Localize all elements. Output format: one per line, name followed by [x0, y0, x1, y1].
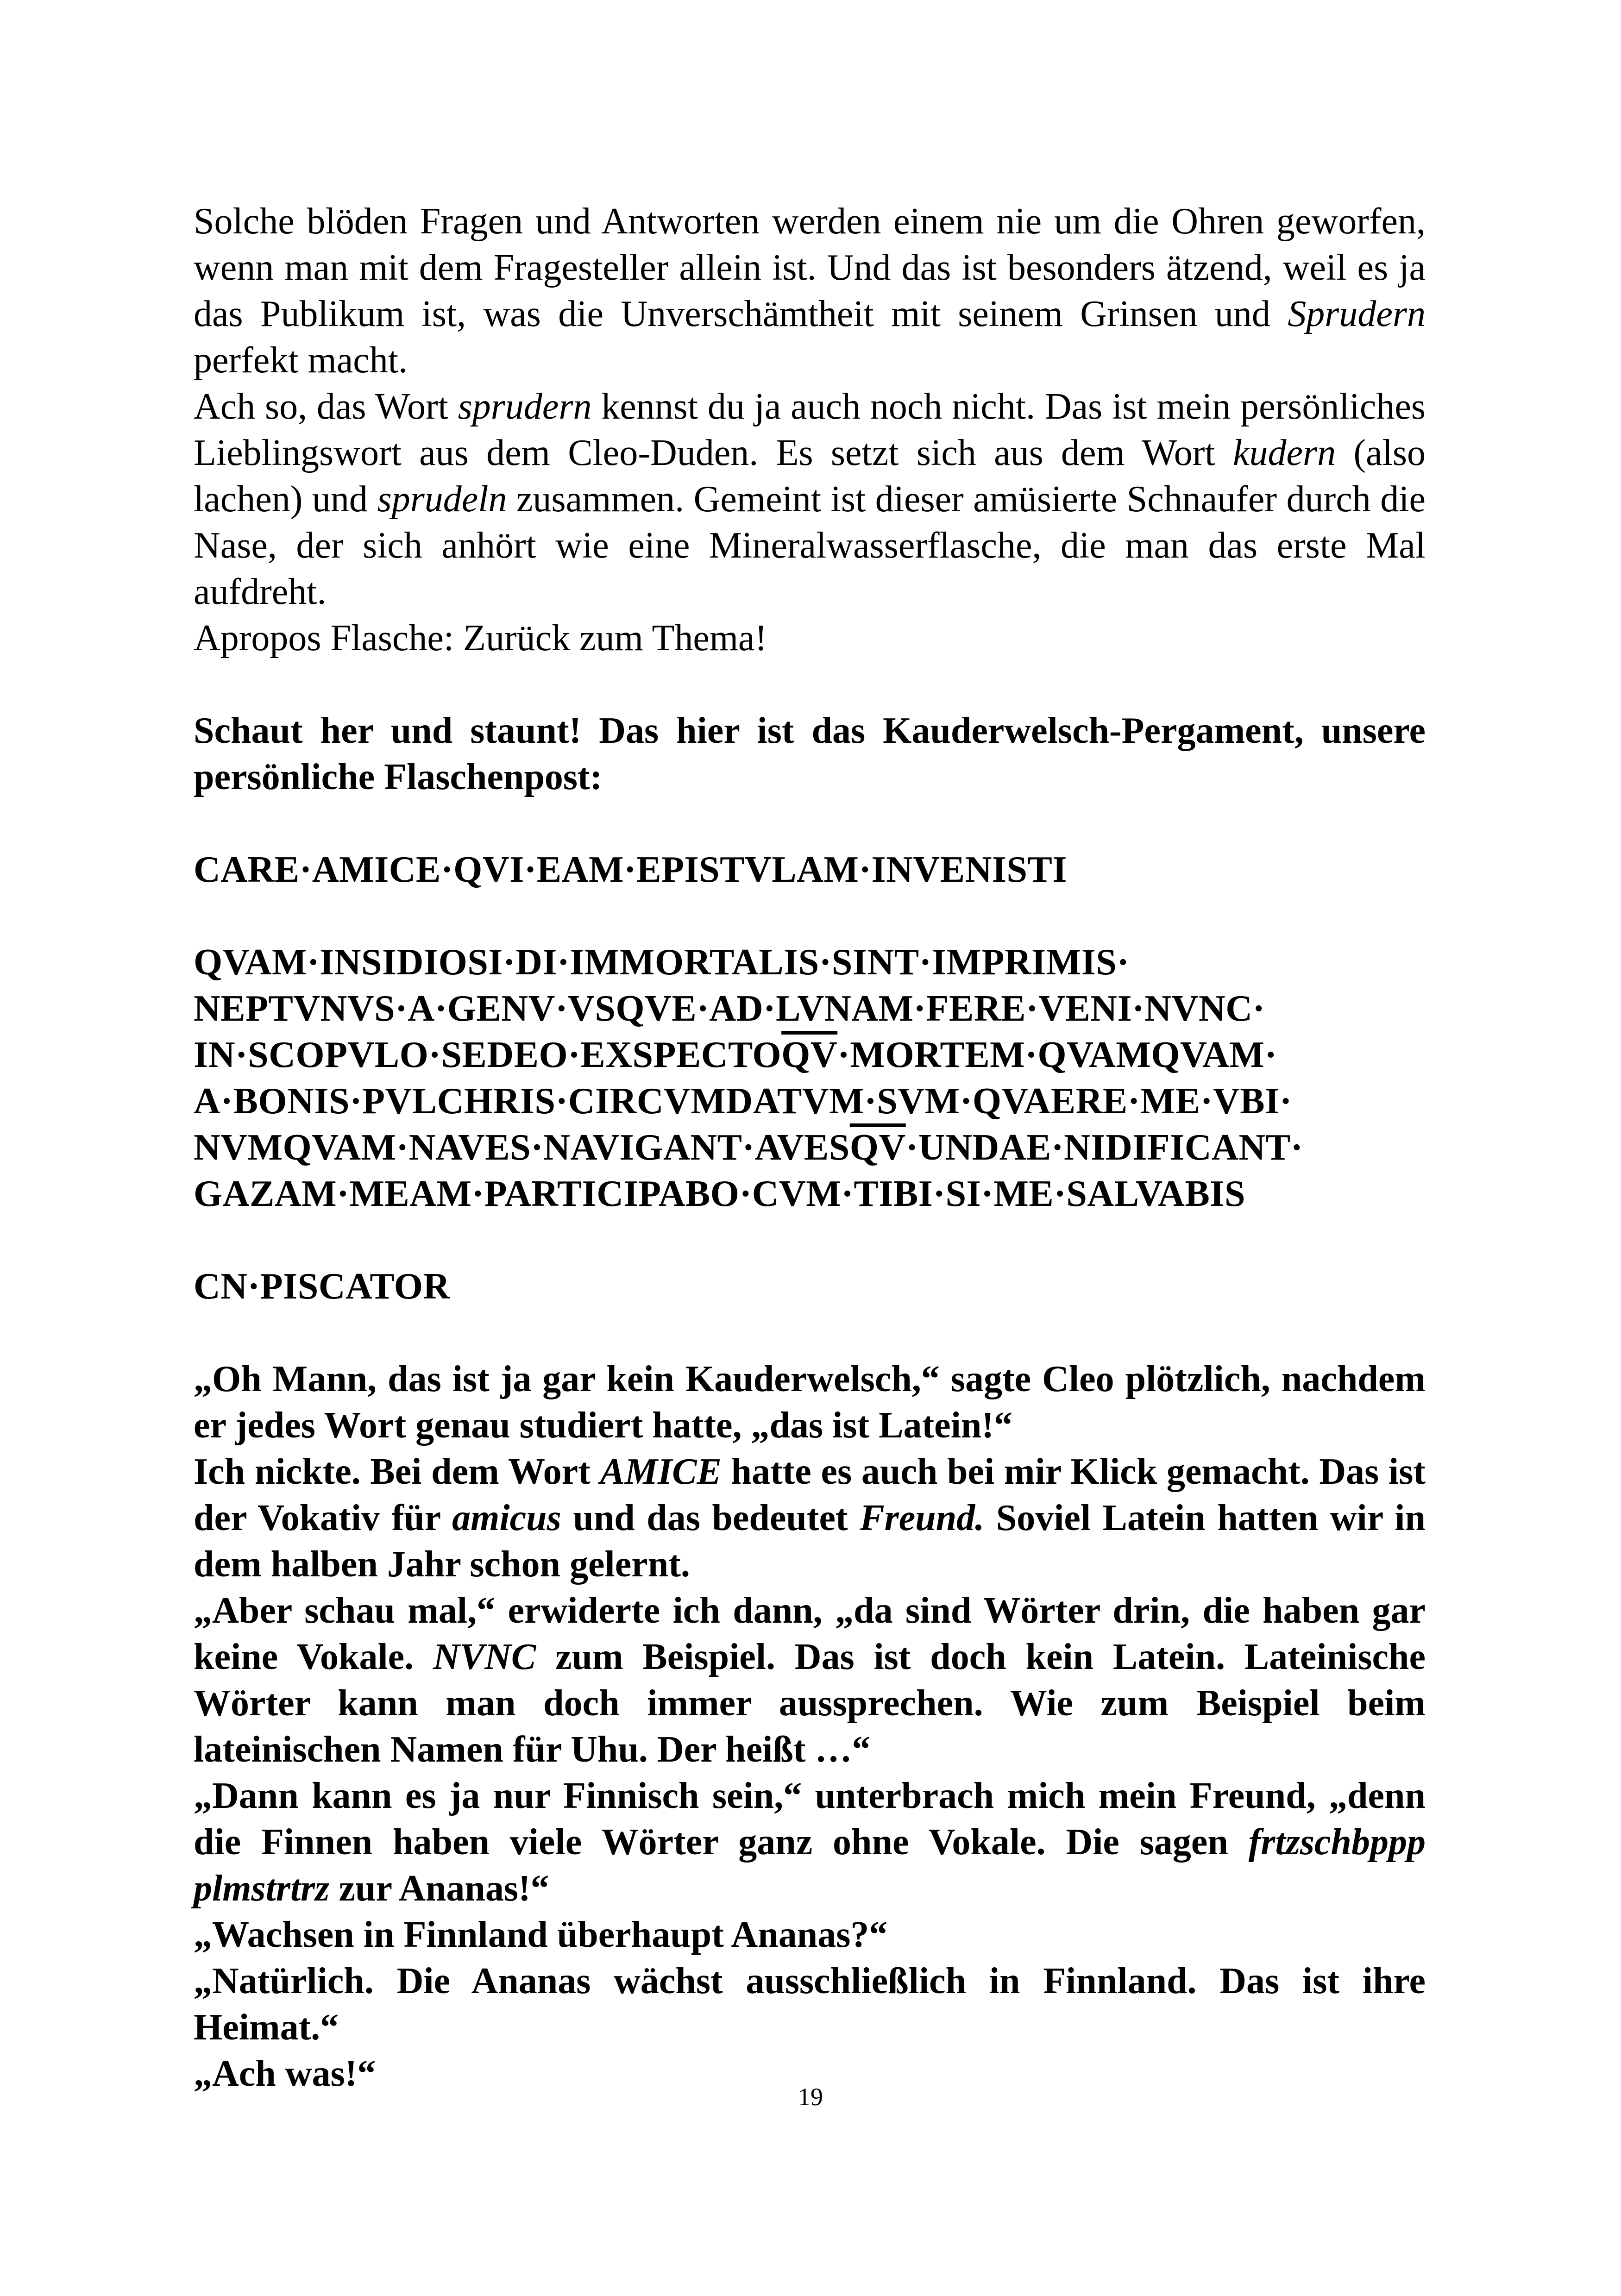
- emphasis-amicus: amicus: [452, 1498, 561, 1538]
- latin-line-1: QVAM·INSIDIOSI·DI·IMMORTALIS·SINT·IMPRIMIS·: [194, 942, 1130, 983]
- dialogue-section: [194, 1356, 1426, 2097]
- latin-line-2: NEPTVNVS·A·GENV·VSQVE·AD·LVNAM·FERE·VENI·NVNC·: [194, 988, 1265, 1029]
- section-heading: Schaut her und staunt! Das hier ist das Kauderwelsch-Pergament, unsere persönliche Flaschenpost:: [194, 710, 1426, 797]
- page-number: 19: [798, 2083, 823, 2111]
- abbreviation-que-2: $\overline{QV}$: [849, 1127, 906, 1168]
- latin-line-4: A·BONIS·PVLCHRIS·CIRCVMDATVM·SVM·QVAERE·ME·VBI·: [194, 1081, 1292, 1122]
- emphasis-sprudern-lower: sprudern: [458, 386, 592, 427]
- dialogue-4: „Dann kann es ja nur Finnisch sein,“ unterbrach mich mein Freund, „denn die Finnen haben viele Wörter ganz ohne Vokale. Die sagen frtzschbppp plmstrtrz zur Ananas!“: [194, 1775, 1426, 1909]
- latin-message: [194, 847, 1426, 1310]
- dialogue-6: „Natürlich. Die Ananas wächst ausschließlich in Finnland. Das ist ihre Heimat.“: [194, 1961, 1426, 2048]
- dialogue-2: Ich nickte. Bei dem Wort AMICE hatte es auch bei mir Klick gemacht. Das ist der Vokativ für amicus und das bedeutet Freund. Soviel Latein hatten wir in dem halben Jahr schon gelernt.: [194, 1451, 1426, 1585]
- abbreviation-que: $\overline{QV}$: [781, 1035, 838, 1075]
- latin-signature: CN·PISCATOR: [194, 1266, 450, 1307]
- emphasis-finnish-word: frtzschbppp plmstrtrz: [194, 1822, 1426, 1909]
- emphasis-freund: Freund.: [860, 1498, 985, 1538]
- emphasis-nvnc: NVNC: [433, 1637, 536, 1677]
- dialogue-3: „Aber schau mal,“ erwiderte ich dann, „da sind Wörter drin, die haben gar keine Vokale. NVNC zum Beispiel. Das ist doch kein Latein. Lateinische Wörter kann man doch immer aussprechen. Wie zum Beispiel beim lateinischen Namen für Uhu. Der heißt …“: [194, 1590, 1426, 1770]
- page-body: [194, 198, 1426, 2097]
- paragraph-intro-2: Ach so, das Wort sprudern kennst du ja auch noch nicht. Das ist mein persönliches Lieblingswort aus dem Cleo-Duden. Es setzt sich aus dem Wort kudern (also lachen) und sprudeln zusammen. Gemeint ist dieser amüsierte Schnaufer durch die Nase, der sich anhört wie eine Mineralwasserflasche, die man das erste Mal aufdreht.: [194, 386, 1426, 612]
- paragraph-intro-1: Solche blöden Fragen und Antworten werden einem nie um die Ohren geworfen, wenn man mit dem Fragesteller allein ist. Und das ist besonders ätzend, weil es ja das Publikum ist, was die Unverschämtheit mit seinem Grinsen und Sprudern perfekt macht.: [194, 201, 1426, 381]
- emphasis-sprudern: Sprudern: [1288, 294, 1426, 334]
- emphasis-amice: AMICE: [600, 1451, 722, 1492]
- latin-line-6: GAZAM·MEAM·PARTICIPABO·CVM·TIBI·SI·ME·SALVABIS: [194, 1173, 1245, 1214]
- emphasis-sprudeln: sprudeln: [377, 479, 507, 520]
- dialogue-7: „Ach was!“: [194, 2053, 376, 2094]
- dialogue-5: „Wachsen in Finnland überhaupt Ananas?“: [194, 1914, 888, 1955]
- latin-line-3: $IN\cdot SCOPVLO\cdot SEDEO\cdot EXSPECTO\overline{QV}\cdot MORTEM\cdot QVAMQVAM\cdot$: [194, 1035, 1277, 1075]
- latin-line-salutation: CARE·AMICE·QVI·EAM·EPISTVLAM·INVENISTI: [194, 849, 1067, 890]
- latin-body: [194, 939, 1426, 1217]
- dialogue-1: „Oh Mann, das ist ja gar kein Kauderwelsch,“ sagte Cleo plötzlich, nachdem er jedes Wort genau studiert hatte, „das ist Latein!“: [194, 1359, 1426, 1446]
- paragraph-intro-3: Apropos Flasche: Zurück zum Thema!: [194, 618, 767, 659]
- latin-line-5: $NVMQVAM\cdot NAVES\cdot NAVIGANT\cdot AVES\overline{QV}\cdot UNDAE\cdot NIDIFICANT\cdot$: [194, 1127, 1303, 1168]
- emphasis-kudern: kudern: [1232, 433, 1336, 473]
